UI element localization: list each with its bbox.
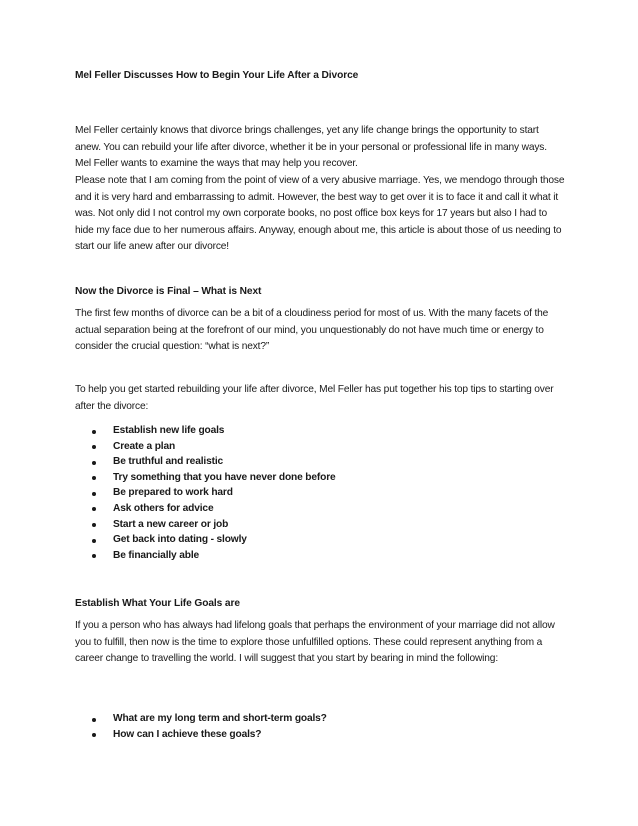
bullet-icon (92, 461, 96, 465)
tip-label: Start a new career or job (113, 518, 229, 530)
bullet-icon (92, 523, 96, 527)
intro-paragraph-2: Please note that I am coming from the point of view of a very abusive marriage. Yes, we mendogo through those and it is very hard and embarrassing to admit. However, the best way to get over it is to face it and call it what it was. Not only did I not control my own corporate books, no post office box keys for 17 years but also I had to hide my face due to her numerous affairs. Anyway, enough about me, this article is about those of us needing to start our life anew after our divorce! (75, 175, 565, 253)
section-heading-life-goals: Establish What Your Life Goals are (75, 598, 240, 609)
tip-label: Be truthful and realistic (113, 456, 224, 468)
tip-label: Be financially able (113, 549, 200, 561)
bullet-icon (92, 445, 96, 449)
section1-paragraph-1: The first few months of divorce can be a bit of a cloudiness period for most of us. With the many facets of the actual separation being at the forefront of our mind, you unquestionably do not have much time or energy to consider the crucial question: “what is next?” (75, 308, 549, 353)
tip-label: Create a plan (113, 440, 176, 452)
bullet-icon (92, 476, 96, 480)
document-title: Mel Feller Discusses How to Begin Your Life After a Divorce (75, 70, 359, 81)
section-heading-next: Now the Divorce is Final – What is Next (75, 286, 262, 297)
section1-paragraph-2: To help you get started rebuilding your life after divorce, Mel Feller has put together his top tips to starting over after the divorce: (75, 384, 554, 412)
intro-paragraph-1: Mel Feller certainly knows that divorce brings challenges, yet any life change brings the opportunity to start anew. You can rebuild your life after divorce, whether it be in your personal or professional life in many ways. Mel Feller wants to examine the ways that may help you recover. (75, 125, 547, 170)
question-label: What are my long term and short-term goals? (113, 713, 327, 724)
bullet-icon (92, 507, 96, 511)
bullet-icon (92, 430, 96, 434)
bullet-icon (92, 539, 96, 543)
question-label: How can I achieve these goals? (113, 728, 262, 740)
tip-label: Try something that you have never done before (113, 471, 336, 483)
tip-label: Ask others for advice (113, 502, 214, 514)
tip-label: Be prepared to work hard (113, 487, 233, 499)
tip-label: Establish new life goals (113, 425, 225, 436)
bullet-icon (92, 492, 96, 496)
bullet-icon (92, 733, 96, 737)
bullet-icon (92, 554, 96, 558)
section2-paragraph-1: If you a person who has always had lifelong goals that perhaps the environment of your marriage did not allow you to fulfill, then now is the time to explore those unfulfilled options. These could represent anything from a career change to travelling the world. I will suggest that you start by bearing in mind the following: (75, 620, 555, 665)
tip-label: Get back into dating - slowly (113, 534, 247, 546)
bullet-icon (92, 718, 96, 722)
